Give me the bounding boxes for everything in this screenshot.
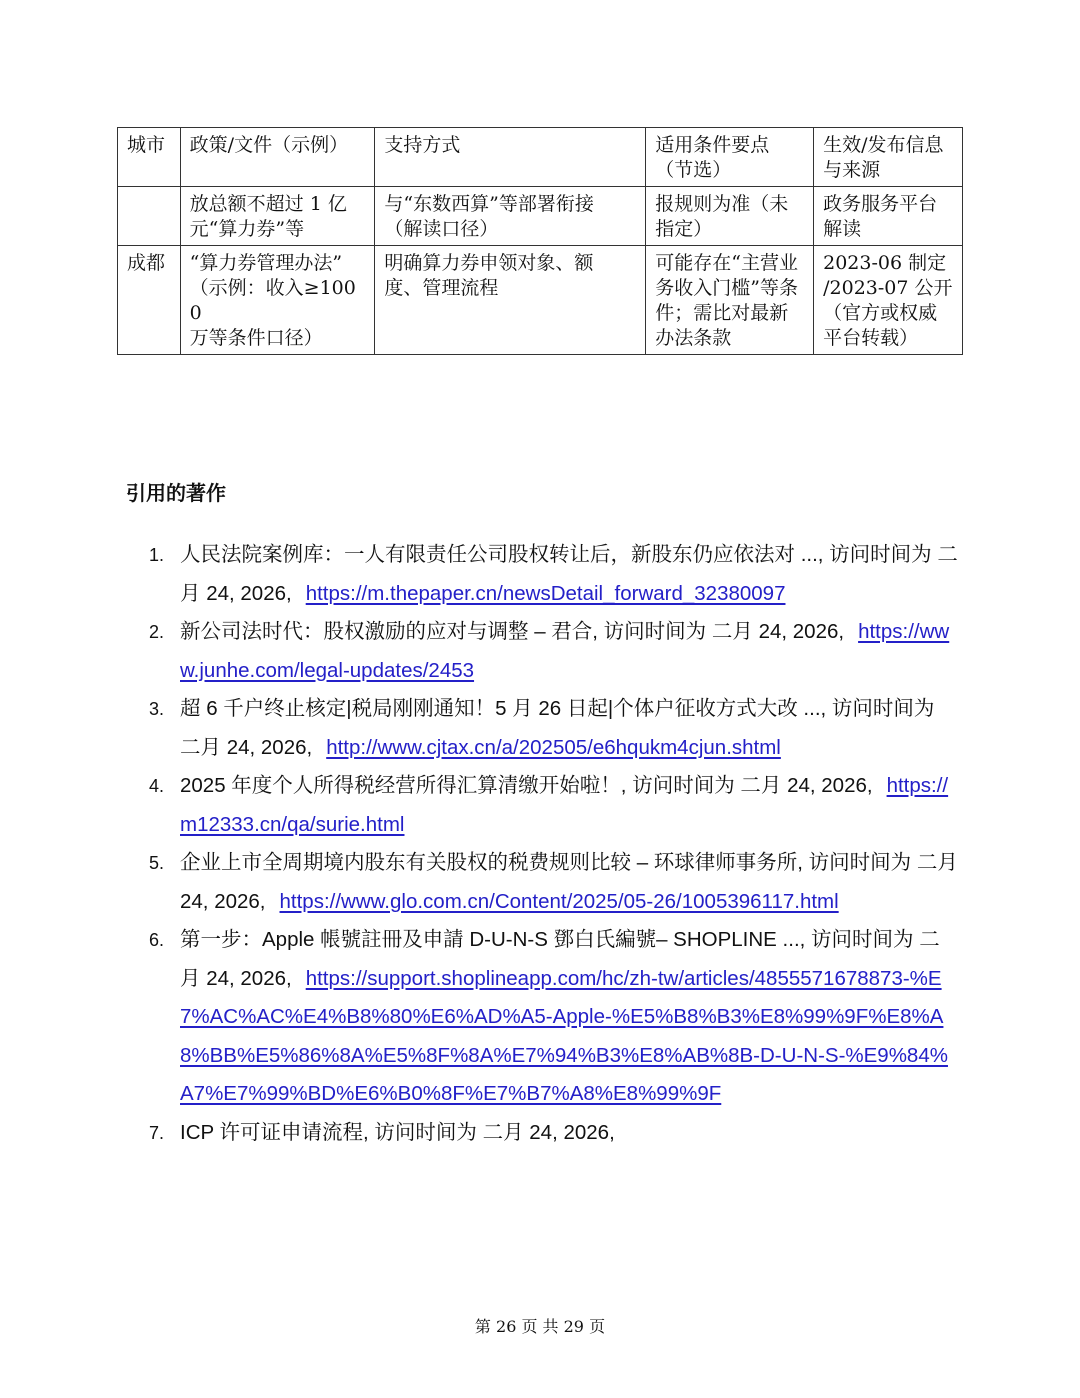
table-cell: 明确算力券申领对象、额 度、管理流程 [375,246,646,355]
reference-number: 4. [149,776,165,796]
reference-link[interactable]: http://www.cjtax.cn/a/202505/e6hqukm4cjun.shtml [326,735,781,759]
reference-text: 企业上市全周期境内股东有关股权的税费规则比较 – 环球律师事务所, 访问时间为 二月 24, 2026, [180,851,958,913]
reference-item [149,921,960,1114]
reference-item [149,690,960,767]
header-cell-support: 支持方式 [375,128,646,187]
reference-text: 新公司法时代：股权激励的应对与调整 – 君合, 访问时间为 二月 24, 2026, [180,620,845,643]
references-title: 引用的著作 [126,481,226,505]
header-cell-policy: 政策/文件（示例） [180,128,375,187]
reference-link[interactable]: https://m12333.cn/qa/surie.html [180,774,949,836]
table-cell: 成都 [118,246,181,355]
table-cell: 2023-06 制定 /2023-07 公开 （官方或权威 平台转载） [814,246,963,355]
reference-item [149,844,960,921]
header-cell-city: 城市 [118,128,181,187]
table-cell [118,187,181,246]
table-row [118,187,963,246]
reference-text: 人民法院案例库：一人有限责任公司股权转让后，新股东仍应依法对 ..., 访问时间为 二月 24, 2026, [180,543,958,605]
table-cell: 与“东数西算”等部署衔接 （解读口径） [375,187,646,246]
reference-item [149,536,960,613]
table-row [118,246,963,355]
reference-text: ICP 许可证申请流程, 访问时间为 二月 24, 2026, [180,1120,615,1144]
reference-text: 第一步：Apple 帳號註冊及申請 D-U-N-S 鄧白氏編號– SHOPLINE ..., 访问时间为 二月 24, 2026, [180,928,940,990]
reference-text: 2025 年度个人所得税经营所得汇算清缴开始啦！, 访问时间为 二月 24, 2026, [180,774,873,797]
reference-number: 2. [149,622,165,642]
reference-number: 3. [149,699,165,719]
reference-number: 1. [149,545,165,565]
reference-link[interactable]: https://m.thepaper.cn/newsDetail_forward_32380097 [305,581,786,605]
reference-item [149,1114,960,1153]
page-footer: 第 26 页 共 29 页 [474,1317,606,1336]
reference-item [149,767,960,844]
reference-number: 7. [149,1122,165,1143]
table-cell: 报规则为准（未 指定） [646,187,814,246]
reference-number: 5. [149,853,165,873]
reference-link[interactable]: https://www.junhe.com/legal-updates/2453 [180,620,950,682]
reference-link[interactable]: https://www.glo.com.cn/Content/2025/05-26/1005396117.html [279,889,839,913]
header-cell-conditions: 适用条件要点 （节选） [646,128,814,187]
reference-text: 超 6 千户终止核定|税局刚刚通知！5 月 26 日起|个体户征收方式大改 ..., 访问时间为 二月 24, 2026, [180,697,935,759]
policy-table [117,127,963,355]
reference-number: 6. [149,930,165,950]
table-cell: 政务服务平台 解读 [814,187,963,246]
table-cell: “算力券管理办法” （示例：收入≥1000 万等条件口径） [180,246,375,355]
table-cell: 放总额不超过 1 亿 元“算力券”等 [180,187,375,246]
reference-link[interactable]: https://support.shoplineapp.com/hc/zh-tw/articles/4855571678873-%E7%AC%AC%E4%B8%80%E6%AD%A5-Apple-%E5%B8%B3%E8%99%9F%E8%A8%BB%E5%86%8A%E5%8F%8A%E7%94%B3%E8%AB%8B-D-U-N-S-%E9%84%A7%E7%99%BD%E6%B0%8F%E7%B7%A8%E8%99%9F [180,966,948,1105]
table-header-row [118,128,963,187]
header-cell-source: 生效/发布信息 与来源 [814,128,963,187]
reference-item [149,613,960,690]
table-cell: 可能存在“主营业 务收入门槛”等条 件；需比对最新 办法条款 [646,246,814,355]
references-list [149,536,960,1152]
